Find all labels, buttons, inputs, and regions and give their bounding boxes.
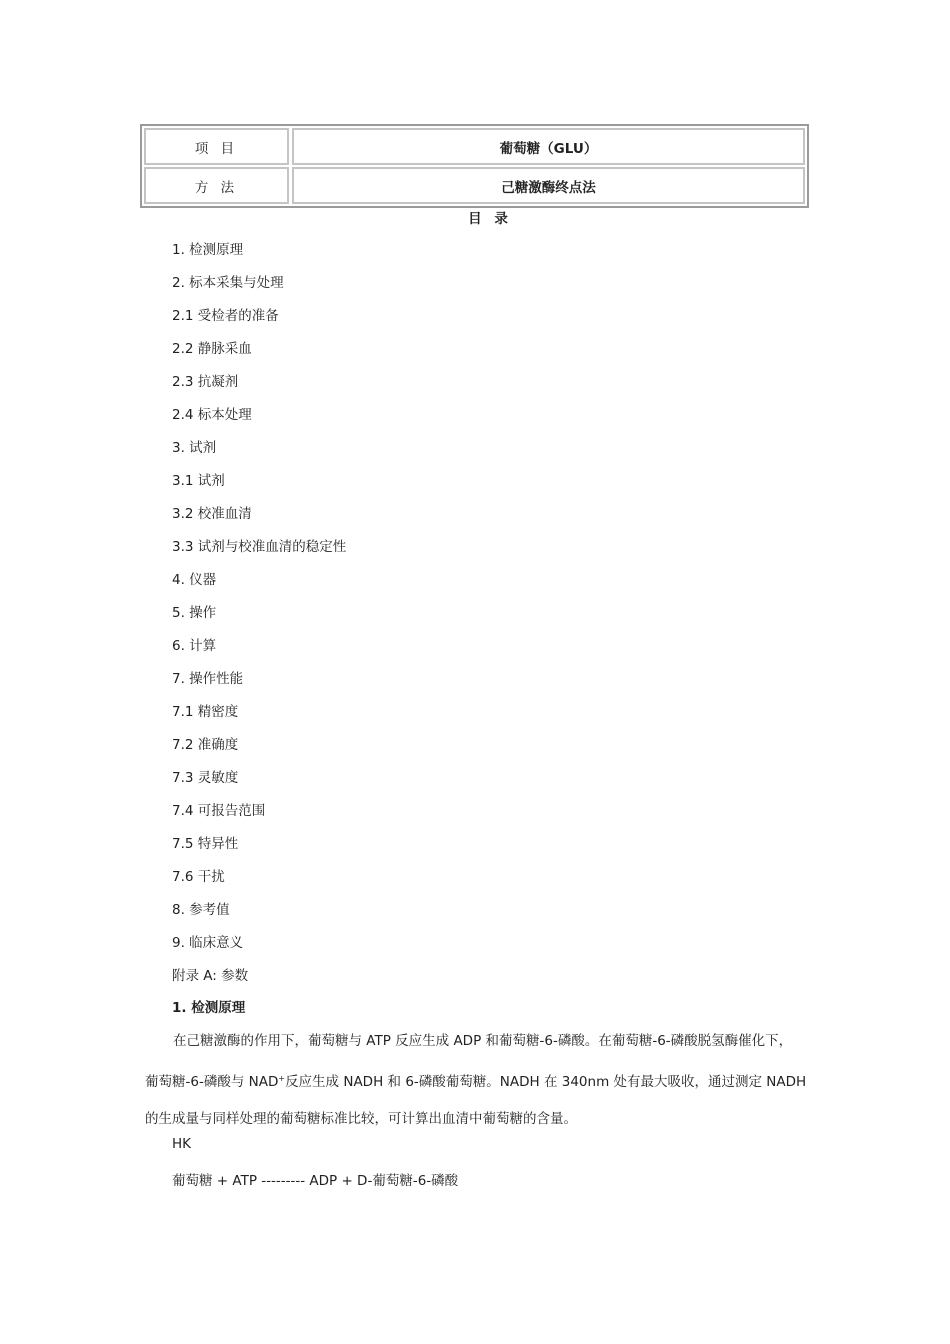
toc-item: 附录 A: 参数 [172, 968, 249, 984]
row-label: 项 目 [144, 128, 289, 165]
toc-item: 2.1 受检者的准备 [172, 308, 279, 324]
toc-item: 2.2 静脉采血 [172, 341, 252, 357]
toc-item: 3.3 试剂与校准血清的稳定性 [172, 539, 347, 555]
toc-item: 8. 参考值 [172, 902, 230, 918]
toc-item: 7.4 可报告范围 [172, 803, 266, 819]
text-span: 反应生成 NADH 和 6-磷酸葡萄糖。NADH 在 340nm 处有最大吸收，通过测定 NADH [285, 1074, 807, 1090]
principle-paragraph [145, 1023, 810, 1138]
table-of-contents [172, 240, 346, 999]
row-value: 葡萄糖（GLU） [292, 128, 805, 165]
toc-item: 2. 标本采集与处理 [172, 275, 284, 291]
superscript: + [278, 1074, 286, 1083]
enzyme-label: HK [172, 1136, 192, 1152]
header-row-method [144, 167, 805, 204]
toc-item: 7.1 精密度 [172, 704, 239, 720]
toc-item: 7. 操作性能 [172, 671, 244, 687]
toc-item: 7.6 干扰 [172, 869, 225, 885]
toc-item: 3.1 试剂 [172, 473, 225, 489]
paragraph-line [145, 1060, 810, 1101]
toc-item: 3.2 校准血清 [172, 506, 252, 522]
toc-item: 2.3 抗凝剂 [172, 374, 239, 390]
paragraph-line: 在己糖激酶的作用下，葡萄糖与 ATP 反应生成 ADP 和葡萄糖-6-磷酸。在葡萄糖-6-磷酸脱氢酶催化下， [173, 1033, 793, 1049]
toc-item: 5. 操作 [172, 605, 217, 621]
toc-item: 1. 检测原理 [172, 242, 244, 258]
toc-title: 目 录 [468, 211, 512, 227]
toc-item: 7.3 灵敏度 [172, 770, 239, 786]
toc-item: 4. 仪器 [172, 572, 217, 588]
header-row-item [144, 128, 805, 165]
toc-item: 3. 试剂 [172, 440, 217, 456]
toc-item: 2.4 标本处理 [172, 407, 252, 423]
row-value: 己糖激酶终点法 [292, 167, 805, 204]
toc-item: 6. 计算 [172, 638, 217, 654]
toc-item: 7.5 特异性 [172, 836, 239, 852]
toc-item: 9. 临床意义 [172, 935, 244, 951]
text-span: 葡萄糖-6-磷酸与 NAD [145, 1074, 279, 1090]
row-label: 方 法 [144, 167, 289, 204]
paragraph-line: 的生成量与同样处理的葡萄糖标准比较，可计算出血清中葡萄糖的含量。 [145, 1111, 577, 1127]
section-heading: 1. 检测原理 [172, 1000, 246, 1016]
reaction-equation: 葡萄糖 + ATP --------- ADP + D-葡萄糖-6-磷酸 [172, 1173, 459, 1189]
toc-item: 7.2 准确度 [172, 737, 239, 753]
header-table [140, 124, 809, 208]
